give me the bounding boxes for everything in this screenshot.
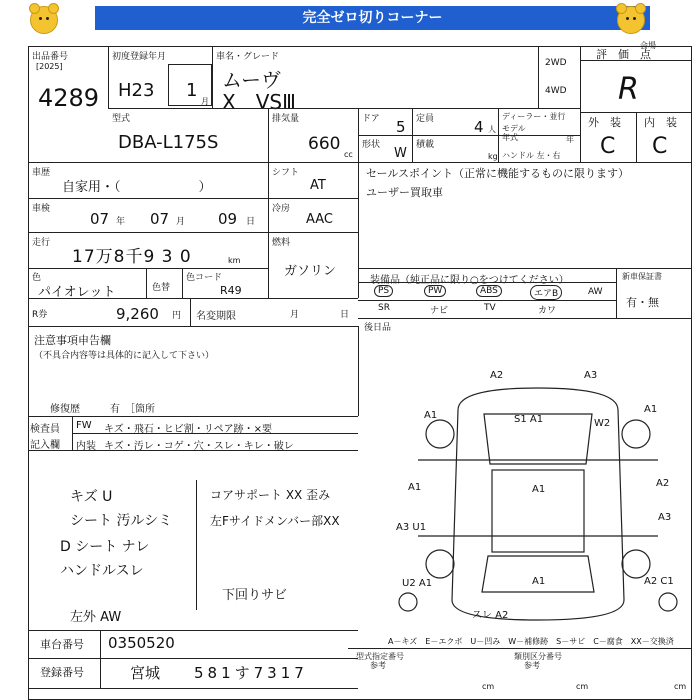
drive-2wd: 2WD — [545, 58, 567, 68]
recycle-label: R券 — [32, 310, 48, 320]
diagram-mark: S1 A1 — [514, 414, 544, 425]
equip-ps: PS — [374, 285, 393, 297]
divider — [108, 46, 109, 108]
name-change-day: 日 — [340, 310, 350, 320]
divider — [28, 232, 358, 233]
capacity-value: 4 — [474, 118, 484, 136]
divider — [538, 46, 539, 108]
equip-airbag: エアB — [530, 285, 562, 300]
first-reg-month-unit: 月 — [201, 97, 209, 106]
class-label: 類別区分番号 — [514, 652, 562, 661]
divider — [196, 480, 197, 610]
divider — [100, 630, 101, 688]
ac-value: AAC — [306, 212, 333, 227]
chassis-label: 車台番号 — [40, 638, 84, 651]
divider — [190, 298, 191, 326]
first-reg-year: H23 — [118, 80, 155, 101]
model-year-label: モデル年式 — [502, 124, 526, 142]
diagram-mark: A2 — [490, 370, 504, 381]
divider — [268, 162, 269, 298]
hand-note: ハンドルスレ — [60, 563, 144, 579]
equipment-label: 装備品（純正品に限り○をつけてください） — [370, 275, 569, 286]
divider — [636, 112, 637, 162]
divider — [358, 318, 692, 319]
shape-value: W — [394, 146, 407, 161]
divider — [580, 60, 692, 61]
divider — [268, 108, 269, 162]
corner-mark: 会場 — [640, 41, 656, 50]
shift-label: シフト — [272, 168, 300, 178]
divider — [28, 450, 358, 451]
doors-value: 5 — [396, 118, 406, 136]
fuel-value: ガソリン — [284, 264, 337, 279]
name-change-month: 月 — [290, 310, 300, 320]
color-code-label: 色コード — [186, 273, 223, 283]
model-year-unit: 年 — [566, 135, 574, 144]
color-code: R49 — [220, 284, 242, 297]
inspector-int-head: 内装 — [76, 441, 96, 452]
divider — [358, 326, 359, 416]
class-ref: 参考 — [524, 661, 540, 670]
divider — [28, 416, 358, 417]
diagram-mark: A3 — [658, 512, 672, 523]
eval-ext-label: 外 装 — [588, 116, 621, 129]
equip-kawa: カワ — [538, 306, 557, 316]
post-note-label: 後日品 — [364, 323, 392, 333]
type-ref: 参考 — [370, 661, 386, 670]
diagram-mark: A2 C1 — [644, 576, 674, 587]
inspector-fw-row: キズ・飛石・ヒビ割・リペア跡・×要 — [104, 424, 272, 435]
displacement-label: 排気量 — [272, 114, 300, 124]
reg-number: 581す7317 — [194, 664, 308, 682]
notes-sub: （不具合内容等は具体的に記入して下さい） — [34, 351, 215, 361]
car-grade: X VSⅢ — [222, 90, 296, 114]
divider — [28, 298, 358, 299]
capacity-unit: 人 — [488, 125, 496, 134]
divider — [108, 108, 580, 109]
reg-place: 宮城 — [130, 664, 161, 682]
divider — [358, 268, 692, 269]
damage-legend: A－キズ E－エクボ U－凹み W－補修跡 S－サビ C－腐食 XX－交換済 — [388, 637, 674, 646]
repair-label: 修復歴 — [50, 404, 80, 415]
divider — [146, 268, 147, 298]
color-label: 色 — [32, 273, 42, 283]
load-unit: kg — [488, 152, 498, 161]
damage-diagram — [388, 360, 688, 632]
eval-int: C — [652, 134, 668, 159]
lot-year: [2025] — [36, 62, 63, 71]
model-label: 型式 — [112, 114, 131, 124]
divider — [28, 658, 358, 659]
first-reg-month: 1 — [186, 80, 198, 101]
cm-unit: cm — [576, 682, 589, 691]
recycle-unit: 円 — [172, 311, 182, 321]
divider — [28, 198, 358, 199]
capacity-label: 定員 — [416, 114, 435, 124]
mascot-left-icon — [30, 6, 58, 34]
diagram-mark: A3 U1 — [396, 522, 427, 533]
divider — [358, 162, 359, 298]
eval-label: 評 価 点 — [596, 48, 651, 61]
inspection-day: 09 — [218, 210, 238, 228]
divider — [72, 433, 358, 434]
hand-note: 下回りサビ — [222, 588, 288, 603]
diagram-mark: W2 — [594, 418, 611, 429]
diagram-mark: スレ A2 — [472, 610, 509, 621]
diagram-mark: U2 A1 — [402, 578, 433, 589]
shape-label: 形状 — [362, 140, 381, 150]
lot-label: 出品番号 — [32, 52, 69, 62]
mileage-value: 17万8千9 3 0 — [72, 247, 192, 267]
shift-value: AT — [310, 178, 326, 193]
inspection-day-unit: 日 — [246, 217, 256, 227]
chassis-value: 0350520 — [108, 634, 175, 652]
displacement-value: 660 — [308, 134, 341, 154]
drive-4wd: 4WD — [545, 86, 567, 96]
hand-note: コアサポート XX 歪み — [210, 488, 331, 502]
hand-note: 左Fサイドメンバー部XX — [210, 514, 340, 528]
inspector-fw-head: FW — [76, 420, 92, 431]
color-change-label: 色替 — [152, 283, 171, 293]
mascot-right-icon — [617, 6, 645, 34]
equip-aw: AW — [588, 287, 603, 297]
diagram-mark: A1 — [644, 404, 658, 415]
eval-int-label: 内 装 — [644, 116, 677, 129]
mileage-label: 走行 — [32, 238, 51, 248]
car-name: ムーヴ — [222, 68, 281, 92]
first-reg-label: 初度登録年月 — [112, 52, 167, 62]
cm-unit: cm — [482, 682, 495, 691]
reg-label: 登録番号 — [40, 666, 84, 679]
repair-value: 有 ［箇所 — [110, 404, 155, 415]
recycle-value: 9,260 — [116, 305, 159, 323]
inspector-int-row: キズ・汚レ・コゲ・穴・スレ・キレ・破レ — [104, 441, 294, 452]
color-value: パイオレット — [38, 285, 116, 300]
divider — [358, 135, 580, 136]
equip-tv: TV — [484, 303, 496, 313]
type-label: 型式指定番号 — [356, 652, 404, 661]
inspection-month-unit: 月 — [176, 217, 186, 227]
divider — [616, 268, 617, 318]
eval-ext: C — [600, 134, 616, 159]
car-name-label: 車名・グレード — [216, 52, 280, 62]
name-change-label: 名変期限 — [196, 311, 236, 322]
divider — [28, 688, 358, 689]
hand-note: キズ U — [70, 489, 113, 505]
model-value: DBA-L175S — [118, 132, 219, 153]
divider — [28, 162, 692, 163]
mileage-unit: km — [228, 256, 241, 265]
equip-abs: ABS — [476, 285, 502, 297]
sales-value: ユーザー買取車 — [366, 186, 443, 199]
divider — [580, 46, 581, 162]
equip-sr: SR — [378, 303, 390, 313]
diagram-mark: A2 — [656, 478, 670, 489]
equip-pw: PW — [424, 285, 446, 297]
lot-number: 4289 — [38, 84, 100, 112]
divider — [28, 326, 358, 327]
inspection-year: 07 — [90, 210, 110, 228]
inspector-label-2: 記入欄 — [30, 440, 60, 451]
diagram-mark: A1 — [532, 484, 546, 495]
divider — [212, 46, 213, 108]
hand-note: D シート ナレ — [60, 539, 150, 555]
load-label: 積載 — [416, 140, 435, 150]
divider — [28, 268, 268, 269]
notes-label: 注意事項申告欄 — [34, 334, 111, 347]
sales-label: セールスポイント（正常に機能するものに限ります） — [366, 167, 630, 180]
divider — [358, 282, 616, 283]
divider — [182, 268, 183, 298]
warranty-label: 新車保証書 — [622, 272, 662, 281]
handle-label: ハンドル 左・右 — [502, 151, 561, 160]
inspection-month: 07 — [150, 210, 170, 228]
diagram-mark: A3 — [584, 370, 598, 381]
eval-score: R — [618, 72, 639, 107]
divider — [358, 300, 616, 301]
doors-label: ドア — [362, 114, 380, 124]
cm-unit: cm — [674, 682, 687, 691]
hand-note: 左外 AW — [70, 610, 122, 625]
fuel-label: 燃料 — [272, 238, 291, 248]
inspector-label-1: 検査員 — [30, 424, 60, 435]
history-value: 自家用・（ ） — [62, 180, 212, 195]
warranty-value: 有・無 — [626, 296, 659, 309]
hand-note: シート 汚ルシミ — [70, 513, 173, 529]
equip-navi: ナビ — [430, 306, 449, 316]
divider — [348, 648, 692, 649]
inspection-year-unit: 年 — [116, 217, 126, 227]
dealer-label: ディーラー・並行 — [502, 112, 566, 121]
inspection-label: 車検 — [32, 204, 51, 214]
history-label: 車歴 — [32, 168, 51, 178]
page-title: 完全ゼロ切りコーナー — [95, 6, 650, 30]
diagram-mark: A1 — [532, 576, 546, 587]
divider — [28, 630, 358, 631]
displacement-unit: cc — [344, 150, 353, 159]
diagram-mark: A1 — [424, 410, 438, 421]
diagram-mark: A1 — [408, 482, 422, 493]
ac-label: 冷房 — [272, 204, 291, 214]
